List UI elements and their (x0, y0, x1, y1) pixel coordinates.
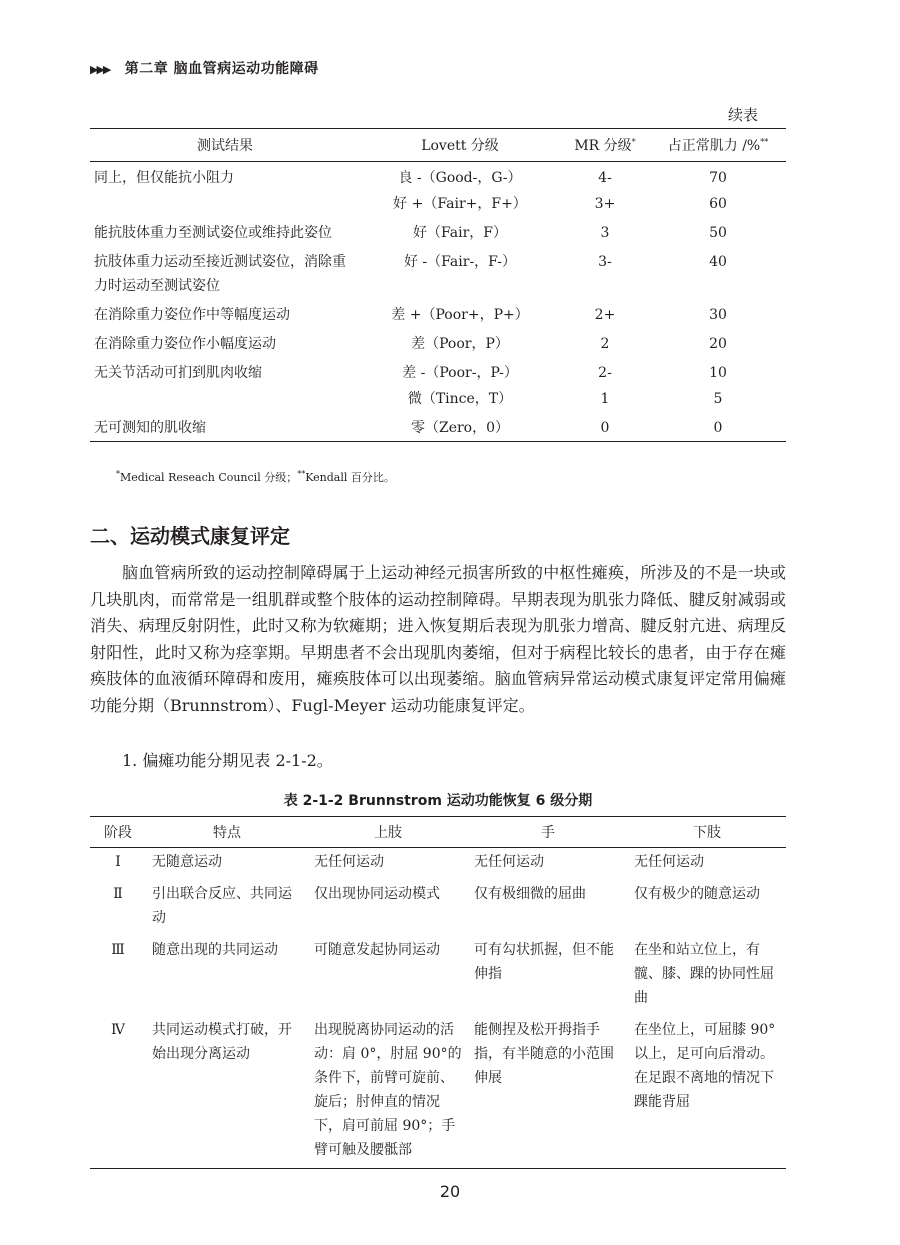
table-cell: 2 (600, 336, 610, 352)
table-cell: 引出联合反应、共同运动 (152, 886, 292, 926)
table-row (90, 299, 786, 328)
lovett-grading-table (90, 128, 786, 442)
table-cell: 4- (598, 170, 612, 186)
table-header-row (90, 817, 786, 848)
table-cell: 仅出现协同运动模式 (314, 886, 440, 902)
table-cell: 同上，但仅能抗小阻力 (94, 170, 234, 186)
table-cell: 3 (600, 225, 610, 241)
stage-cell: Ⅱ (113, 886, 123, 902)
column-header: Lovett 分级 (360, 129, 560, 162)
table-continued-label: 续表 (727, 106, 758, 124)
table-row (90, 936, 786, 1016)
table-cell: 无任何运动 (474, 854, 544, 870)
table-cell: 60 (709, 196, 727, 212)
table-cell: 1 (600, 391, 610, 407)
running-header (90, 58, 319, 78)
table-cell: 差 -（Poor-，P-） (402, 365, 518, 381)
page-number: 20 (439, 1182, 461, 1201)
table-cell: 3- (598, 254, 612, 270)
table-cell: 在消除重力姿位作小幅度运动 (94, 336, 276, 352)
table-cell: 抗肢体重力运动至接近测试姿位，消除重力时运动至测试姿位 (94, 254, 346, 294)
table-cell: 能抗肢体重力至测试姿位或维持此姿位 (94, 225, 332, 241)
table-row (90, 162, 786, 192)
table-row (90, 848, 786, 881)
table-cell: 在坐位上，可屈膝 90°以上，足可向后滑动。在足跟不离地的情况下踝能背屈 (634, 1022, 776, 1110)
table-caption: 表 2-1-2 Brunnstrom 运动功能恢复 6 级分期 (283, 793, 593, 809)
body-paragraph: 脑血管病所致的运动控制障碍属于上运动神经元损害所致的中枢性瘫痪，所涉及的不是一块或几块肌肉，而常常是一组肌群或整个肢体的运动控制障碍。早期表现为肌张力降低、腱反射减弱或消失、病理反射阴性，此时又称为软瘫期；进入恢复期后表现为肌张力增高、腱反射亢进、病理反射阳性，此时又称为痉挛期。早期患者不会出现肌肉萎缩，但对于病程比较长的患者，由于存在瘫痪肢体的血液循环障碍和废用，瘫痪肢体可以出现萎缩。脑血管病异常运动模式康复评定常用偏瘫功能分期（Brunnstrom）、Fugl-Meyer 运动功能康复评定。 (90, 563, 786, 715)
table-cell: 出现脱离协同运动的活动：肩 0°，肘屈 90°的条件下，前臂可旋前、旋后；肘伸直的情况下，肩可前屈 90°；手臂可触及腰骶部 (314, 1022, 462, 1158)
list-item: 1. 偏瘫功能分期见表 2-1-2。 (122, 751, 333, 770)
table-cell: 10 (709, 365, 727, 381)
table-cell: 70 (709, 170, 727, 186)
table-cell: 无关节活动可扪到肌肉收缩 (94, 365, 262, 381)
table-footnote: *Medical Reseach Council 分级；**Kendall 百分比。 (116, 469, 395, 484)
table-row (90, 880, 786, 936)
table-cell: 好（Fair，F） (413, 225, 507, 241)
table-cell: 好 +（Fair+，F+） (393, 196, 527, 212)
table-cell: 2+ (594, 307, 616, 323)
table-cell: 在坐和站立位上，有髋、膝、踝的协同性屈曲 (634, 942, 774, 1006)
table-cell: 30 (709, 307, 727, 323)
table-cell: 随意出现的共同运动 (152, 942, 278, 958)
table-cell: 5 (713, 391, 723, 407)
column-header: 手 (468, 817, 628, 848)
table-cell: 微（Tince，T） (407, 391, 513, 407)
chapter-title: 第二章 脑血管病运动功能障碍 (124, 61, 319, 77)
table-cell: 无随意运动 (152, 854, 222, 870)
table-cell: 20 (709, 336, 727, 352)
table-cell: 无任何运动 (634, 854, 704, 870)
brunnstrom-stage-table (90, 816, 786, 1169)
table-cell: 共同运动模式打破，开始出现分离运动 (152, 1022, 292, 1062)
section-heading: 二、运动模式康复评定 (90, 524, 290, 548)
table-cell: 仅有极少的随意运动 (634, 886, 760, 902)
table-cell: 40 (709, 254, 727, 270)
table-cell: 可有勾状抓握，但不能伸指 (474, 942, 614, 982)
triangle-marker-icon: ▶▶▶ (90, 63, 110, 76)
stage-cell: Ⅰ (115, 854, 121, 870)
table-row (90, 412, 786, 442)
table-cell: 能侧捏及松开拇指手指，有半随意的小范围伸展 (474, 1022, 614, 1086)
column-header: 阶段 (90, 817, 146, 848)
table-cell: 0 (713, 420, 723, 436)
table-cell (90, 386, 360, 412)
table-cell: 无可测知的肌收缩 (94, 420, 206, 436)
table-row (90, 1016, 786, 1169)
table-header-row (90, 129, 786, 162)
table-cell: 差（Poor，P） (411, 336, 509, 352)
column-header: 上肢 (308, 817, 468, 848)
column-header: 特点 (146, 817, 308, 848)
table-cell: 2- (598, 365, 612, 381)
table-cell: 仅有极细微的屈曲 (474, 886, 586, 902)
table-row (90, 386, 786, 412)
table-cell: 0 (600, 420, 610, 436)
column-header: 测试结果 (90, 129, 360, 162)
table-row (90, 328, 786, 357)
column-header: MR 分级* (560, 129, 650, 162)
column-header: 下肢 (628, 817, 786, 848)
table-cell: 在消除重力姿位作中等幅度运动 (94, 307, 290, 323)
table-cell: 良 -（Good-，G-） (398, 170, 522, 186)
table-cell: 好 -（Fair-，F-） (403, 254, 516, 270)
table-row (90, 217, 786, 246)
table-cell: 差 +（Poor+，P+） (391, 307, 529, 323)
table-cell: 50 (709, 225, 727, 241)
stage-cell: Ⅲ (111, 942, 125, 958)
table-cell: 无任何运动 (314, 854, 384, 870)
table-row (90, 357, 786, 386)
table-cell: 零（Zero，0） (410, 420, 510, 436)
table-cell (90, 191, 360, 217)
table-row (90, 246, 786, 299)
table-cell: 可随意发起协同运动 (314, 942, 440, 958)
table-row (90, 191, 786, 217)
stage-cell: Ⅳ (111, 1022, 125, 1038)
table-cell: 3+ (594, 196, 616, 212)
column-header: 占正常肌力 /%** (650, 129, 786, 162)
